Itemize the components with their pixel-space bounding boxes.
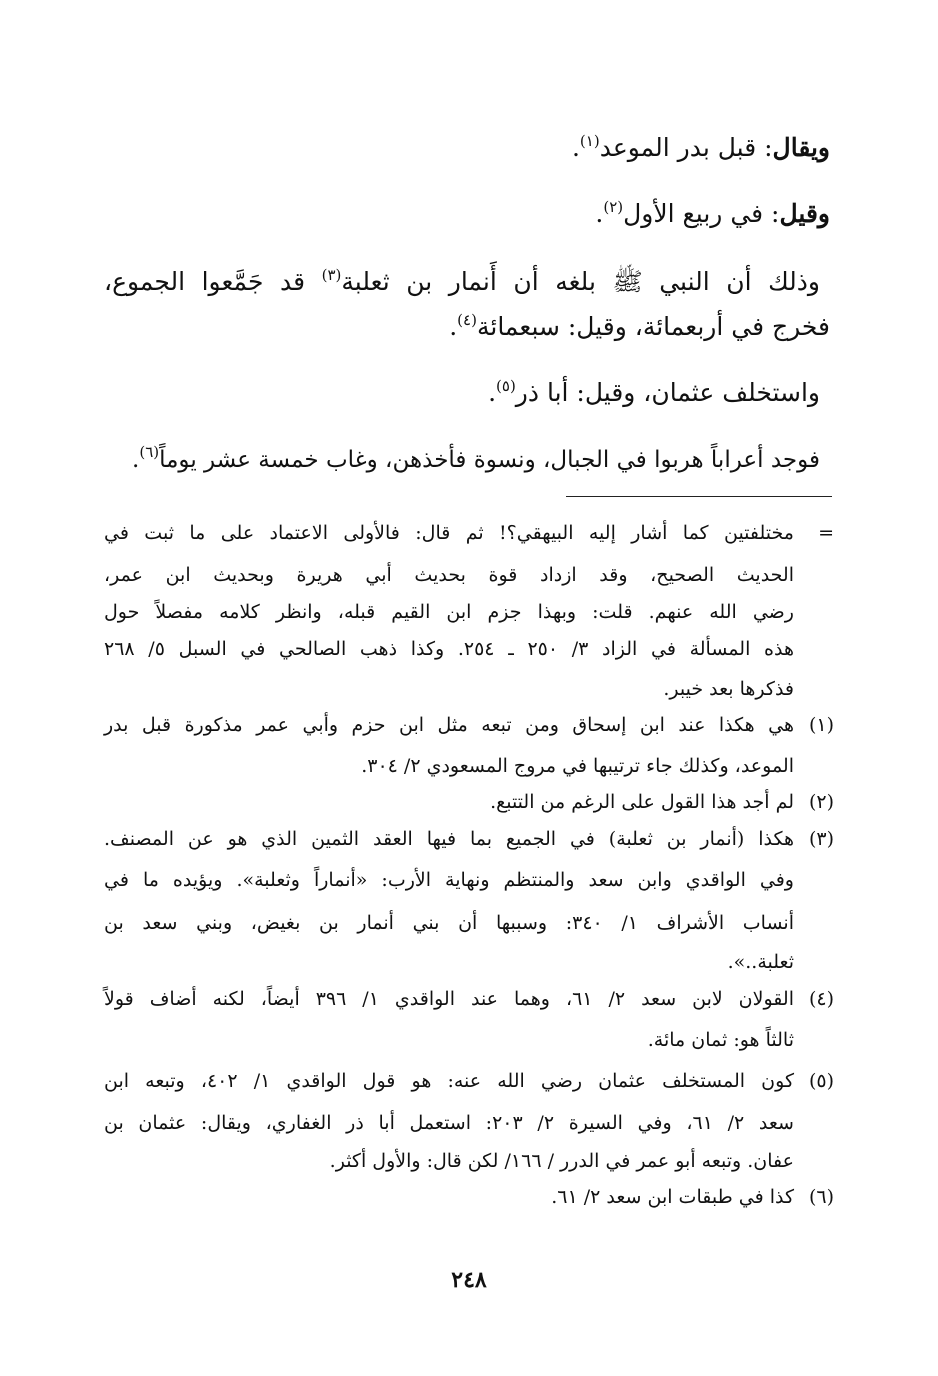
paragraph-text: قد جَمَّعوا الجموع،	[104, 267, 322, 296]
footnote-line: هي هكذا عند ابن إسحاق ومن تبعه مثل ابن حزم وأبي عمر مذكورة قبل بدر	[104, 714, 794, 736]
paragraph-text: وذلك أن النبي ﷺ بلغه أن أَنمار بن ثعلبة	[341, 267, 820, 296]
footnote-line: هكذا (أنمار بن ثعلبة) في الجميع بما فيها العقد الثمين الذي هو عن المصنف.	[104, 828, 794, 850]
main-paragraph-2: وقيل: في ربيع الأول$^{(٢)}$.	[595, 198, 830, 228]
paragraph-text: فخرج في أربعمائة، وقيل: سبعمائة	[476, 312, 830, 341]
footnote-line: رضي الله عنهم. قلت: وبهذا جزم ابن القيم قبله، وانظر كلامه مفصلاً حول	[104, 601, 794, 623]
footnote-marker: (٦)	[808, 1186, 834, 1208]
main-paragraph-3-line-1	[104, 267, 820, 297]
footnote-marker: (١)	[808, 714, 834, 736]
footnote-ref[interactable]: (٥)	[496, 377, 516, 395]
footnote-line: سعد ٢/ ٦١، وفي السيرة ٢/ ٢٠٣: استعمل أبا ذر الغفاري، ويقال: عثمان بن	[104, 1112, 794, 1134]
footnote-separator	[566, 496, 832, 497]
main-paragraph-1: ويقال: قبل بدر الموعد$^{(١)}$.	[571, 132, 830, 162]
footnote-marker: (٢)	[808, 791, 834, 813]
footnote-line: مختلفتين كما أشار إليه البيهقي؟! ثم قال: فالأولى الاعتماد على ما ثبت في	[104, 522, 794, 544]
footnote-line: فذكرها بعد خيبر.	[663, 678, 794, 700]
paragraph-text: : قبل بدر الموعد	[599, 133, 773, 162]
lead-word: وقيل	[779, 199, 830, 228]
footnote-line: الموعد، وكذلك جاء ترتيبها في مروج المسعودي ٢/ ٣٠٤.	[361, 755, 794, 777]
footnote-ref[interactable]: (٣)	[321, 266, 342, 284]
footnote-ref[interactable]: (٦)	[139, 443, 160, 461]
main-paragraph-4: واستخلف عثمان، وقيل: أبا ذر$^{(٥)}$.	[488, 377, 820, 407]
footnote-line: لم أجد هذا القول على الرغم من التتبع.	[490, 791, 794, 813]
main-paragraph-5: فوجد أعراباً هربوا في الجبال، ونسوة فأخذهن، وغاب خمسة عشر يوماً$^{(٦)}$.	[132, 443, 820, 473]
footnote-line: كون المستخلف عثمان رضي الله عنه: هو قول الواقدي ١/ ٤٠٢، وتبعه ابن	[104, 1070, 794, 1092]
continuation-marker: =	[818, 522, 834, 544]
main-paragraph-3-line-2: فخرج في أربعمائة، وقيل: سبعمائة$^{(٤)}$.	[449, 311, 830, 341]
lead-word: ويقال	[772, 133, 830, 162]
paragraph-text: فوجد أعراباً هربوا في الجبال، ونسوة فأخذهن، وغاب خمسة عشر يوماً	[159, 447, 820, 473]
footnote-ref[interactable]: (٢)	[603, 198, 624, 216]
footnote-ref[interactable]: (٤)	[457, 311, 477, 329]
paragraph-text: : في ربيع الأول	[623, 199, 780, 228]
footnote-line: القولان لابن سعد ٢/ ٦١، وهما عند الواقدي ١/ ٣٩٦ أيضاً، لكنه أضاف قولاً	[104, 988, 794, 1010]
footnote-line: هذه المسألة في الزاد ٣/ ٢٥٠ ـ ٢٥٤. وكذا ذهب الصالحي في السبل ٥/ ٢٦٨	[104, 638, 794, 660]
page-number: ٢٤٨	[451, 1267, 487, 1293]
footnote-line: كذا في طبقات ابن سعد ٢/ ٦١.	[551, 1186, 794, 1208]
footnote-line: وفي الواقدي وابن سعد والمنتظم ونهاية الأرب: «أنماراً وثعلبة». ويؤيده ما في	[104, 869, 794, 891]
footnote-line: أنساب الأشراف ١/ ٣٤٠: وسببها أن بني أنمار بن بغيض، وبني سعد بن	[104, 912, 794, 934]
footnote-marker: (٣)	[808, 828, 834, 850]
footnote-line: ثعلبة..».	[727, 951, 794, 973]
footnote-line: ثالثاً هو: ثمان مائة.	[647, 1029, 794, 1051]
footnote-ref[interactable]: (١)	[579, 132, 600, 150]
paragraph-text: واستخلف عثمان، وقيل: أبا ذر	[515, 378, 820, 407]
footnote-marker: (٤)	[808, 988, 834, 1010]
footnote-marker: (٥)	[808, 1070, 834, 1092]
footnote-line: عفان. وتبعه أبو عمر في الدرر / ١٦٦/ لكن قال: والأول أكثر.	[329, 1150, 794, 1172]
footnote-line: الحديث الصحيح، وقد ازداد قوة بحديث أبي هريرة وبحديث ابن عمر،	[104, 564, 794, 586]
